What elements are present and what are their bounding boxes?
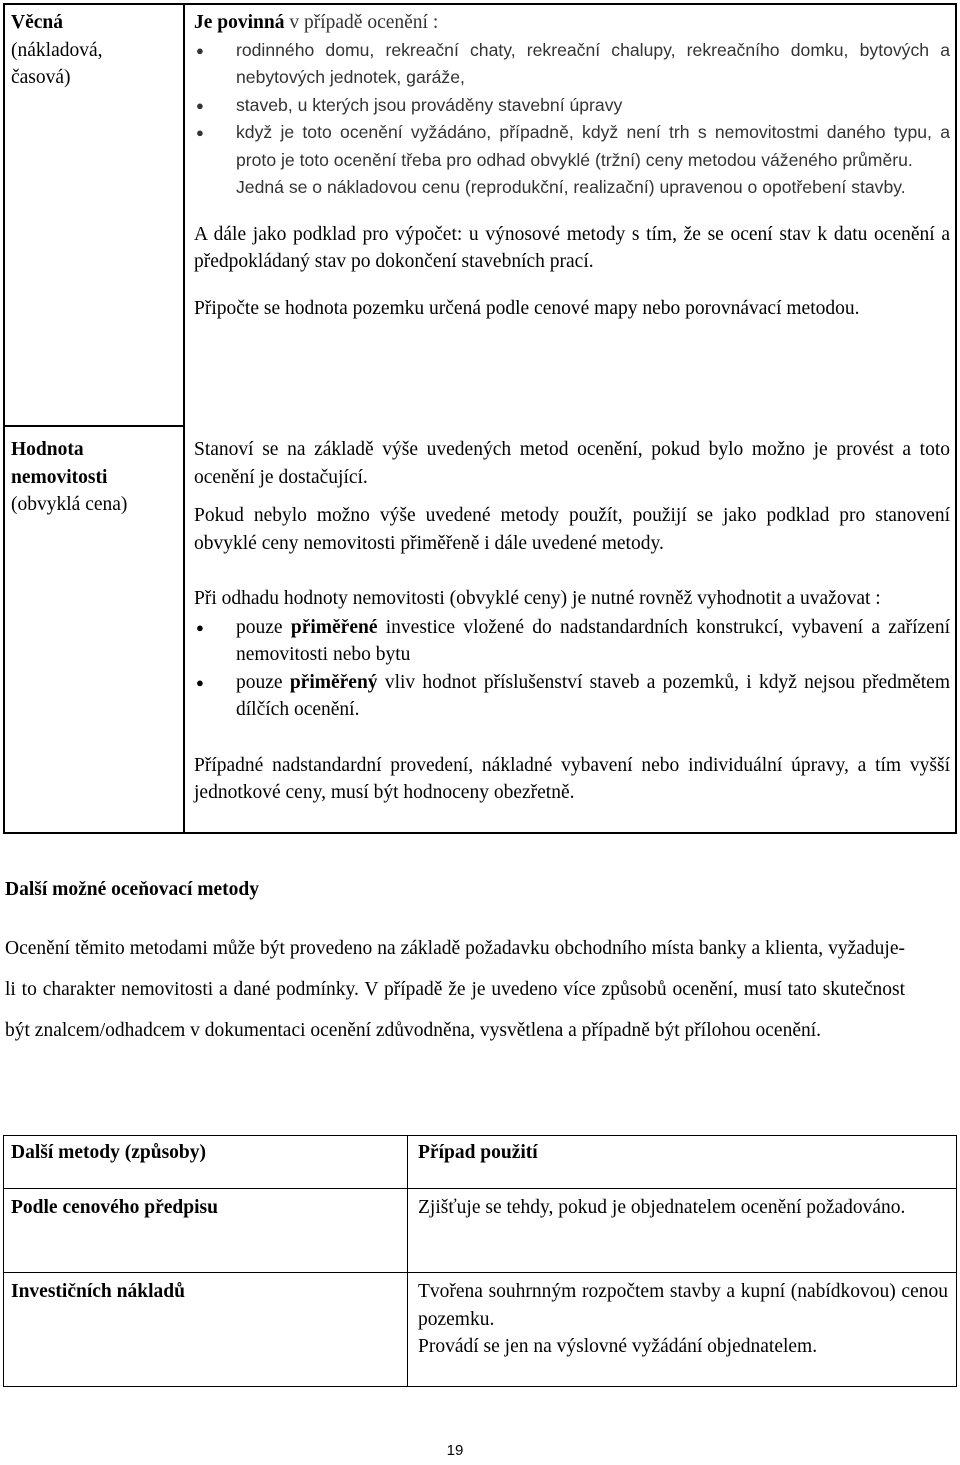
section-heading: Další možné oceňovací metody — [5, 879, 259, 900]
table2-right-border — [956, 1135, 957, 1387]
table2-bottom-border — [3, 1386, 957, 1387]
row2-content — [194, 436, 950, 807]
row1-intro-bold: Je povinná — [194, 12, 285, 33]
row1-content — [194, 9, 950, 322]
table2-row2-method: Investičních nákladů — [11, 1281, 185, 1302]
row-label-vecna — [11, 9, 171, 92]
table2-header-divider — [3, 1188, 957, 1189]
row2-bullets — [194, 614, 950, 724]
table2-left-border — [3, 1135, 4, 1387]
bullet1-bold: přiměřené — [290, 616, 378, 638]
row2-para2: Pokud nebylo možno výše uvedené metody použít, použijí se jako podklad pro stanovení obvyklé ceny nemovitosti přiměřeně i dále uvedené metody. — [194, 505, 950, 554]
table2-row2-use-line2: Provádí se jen na výslovné vyžádání objednatelem. — [418, 1336, 818, 1357]
table1-right-border — [955, 3, 957, 834]
row-label-subtitle: (obvyklá cena) — [11, 494, 128, 515]
row1-intro — [194, 9, 950, 37]
table2-row2-use-line1: Tvořena souhrnným rozpočtem stavby a kupní (nabídkovou) cenou pozemku. — [418, 1281, 948, 1330]
table2-mid-border — [407, 1135, 408, 1387]
row-label-hodnota — [11, 436, 171, 519]
row1-bullets — [194, 37, 950, 175]
row2-para3: Při odhadu hodnoty nemovitosti (obvyklé ceny) je nutné rovněž vyhodnotit a uvažovat : — [194, 588, 881, 609]
table1-mid-border — [183, 3, 185, 834]
page-number: 19 — [446, 1442, 464, 1459]
table2-header-use: Případ použití — [418, 1142, 538, 1163]
row1-bullet-extra: Jedná se o nákladovou cenu (reprodukční, realizační) upravenou o opotřebení stavby. — [236, 177, 906, 197]
table2-header-methods: Další metody (způsoby) — [11, 1142, 207, 1163]
row-label-title: Věcná — [11, 12, 63, 33]
section-body: Ocenění těmito metodami může být provedeno na základě požadavku obchodního místa banky a klienta, vyžaduje-li to charakter nemovitosti a dané podmínky. V případě že je uvedeno více způsobů ocenění, musí tato skutečnost být znalcem/odhadcem v dokumentaci ocenění zdůvodněna, vysvětlena a případně být přílohou ocenění. — [5, 938, 905, 1041]
table2-row1-method: Podle cenového předpisu — [11, 1197, 218, 1218]
bullet1-post: investice vložené do nadstandardních konstrukcí, vybavení a zařízení nemovitosti nebo bytu — [236, 616, 950, 665]
table2-row1-use: Zjišťuje se tehdy, pokud je objednatelem ocenění požadováno. — [418, 1197, 906, 1218]
list-item: ● rodinného domu, rekreační chaty, rekreační chalupy, rekreačního domku, bytových a nebytových jednotek, garáže, — [194, 37, 950, 92]
table1-bottom-border — [3, 832, 957, 834]
table1-row-divider — [3, 425, 185, 427]
list-item: ● staveb, u kterých jsou prováděny stavební úpravy — [194, 92, 950, 120]
bullet1-pre: pouze — [236, 616, 291, 638]
row2-para4: Případné nadstandardní provedení, nákladné vybavení nebo individuální úpravy, a tím vyšší jednotkové ceny, musí být hodnoceny obezřetně. — [194, 754, 950, 803]
row1-para1: A dále jako podklad pro výpočet: u výnosové metody s tím, že se ocení stav k datu ocenění a předpokládaný stav po dokončení stavebních prací. — [194, 223, 950, 272]
table1-top-border — [3, 3, 957, 5]
table2-row-divider — [3, 1272, 957, 1273]
bullet2-post: vliv hodnot příslušenství staveb a pozemků, i když nejsou předmětem dílčích ocenění. — [236, 671, 951, 720]
row-label-title: Hodnota nemovitosti — [11, 439, 108, 488]
row2-para1: Stanoví se na základě výše uvedených metod ocenění, pokud bylo možno je provést a toto ocenění je dostačující. — [194, 439, 950, 488]
table2-top-border — [3, 1135, 957, 1136]
row-label-subtitle: (nákladová, časová) — [11, 39, 103, 88]
list-item — [194, 614, 950, 669]
table2-row2-use — [418, 1278, 948, 1361]
bullet2-bold: přiměřený — [289, 671, 378, 693]
row1-para2: Připočte se hodnota pozemku určená podle cenové mapy nebo porovnávací metodou. — [194, 297, 860, 319]
list-item — [194, 669, 950, 724]
table1-left-border — [3, 3, 5, 834]
row1-intro-rest: v případě ocenění : — [284, 12, 439, 33]
bullet2-pre: pouze — [236, 671, 290, 693]
list-item: ● když je toto ocenění vyžádáno, případně, když není trh s nemovitostmi daného typu, a proto je toto ocenění třeba pro odhad obvyklé (tržní) ceny metodou váženého průměru. — [194, 119, 950, 174]
